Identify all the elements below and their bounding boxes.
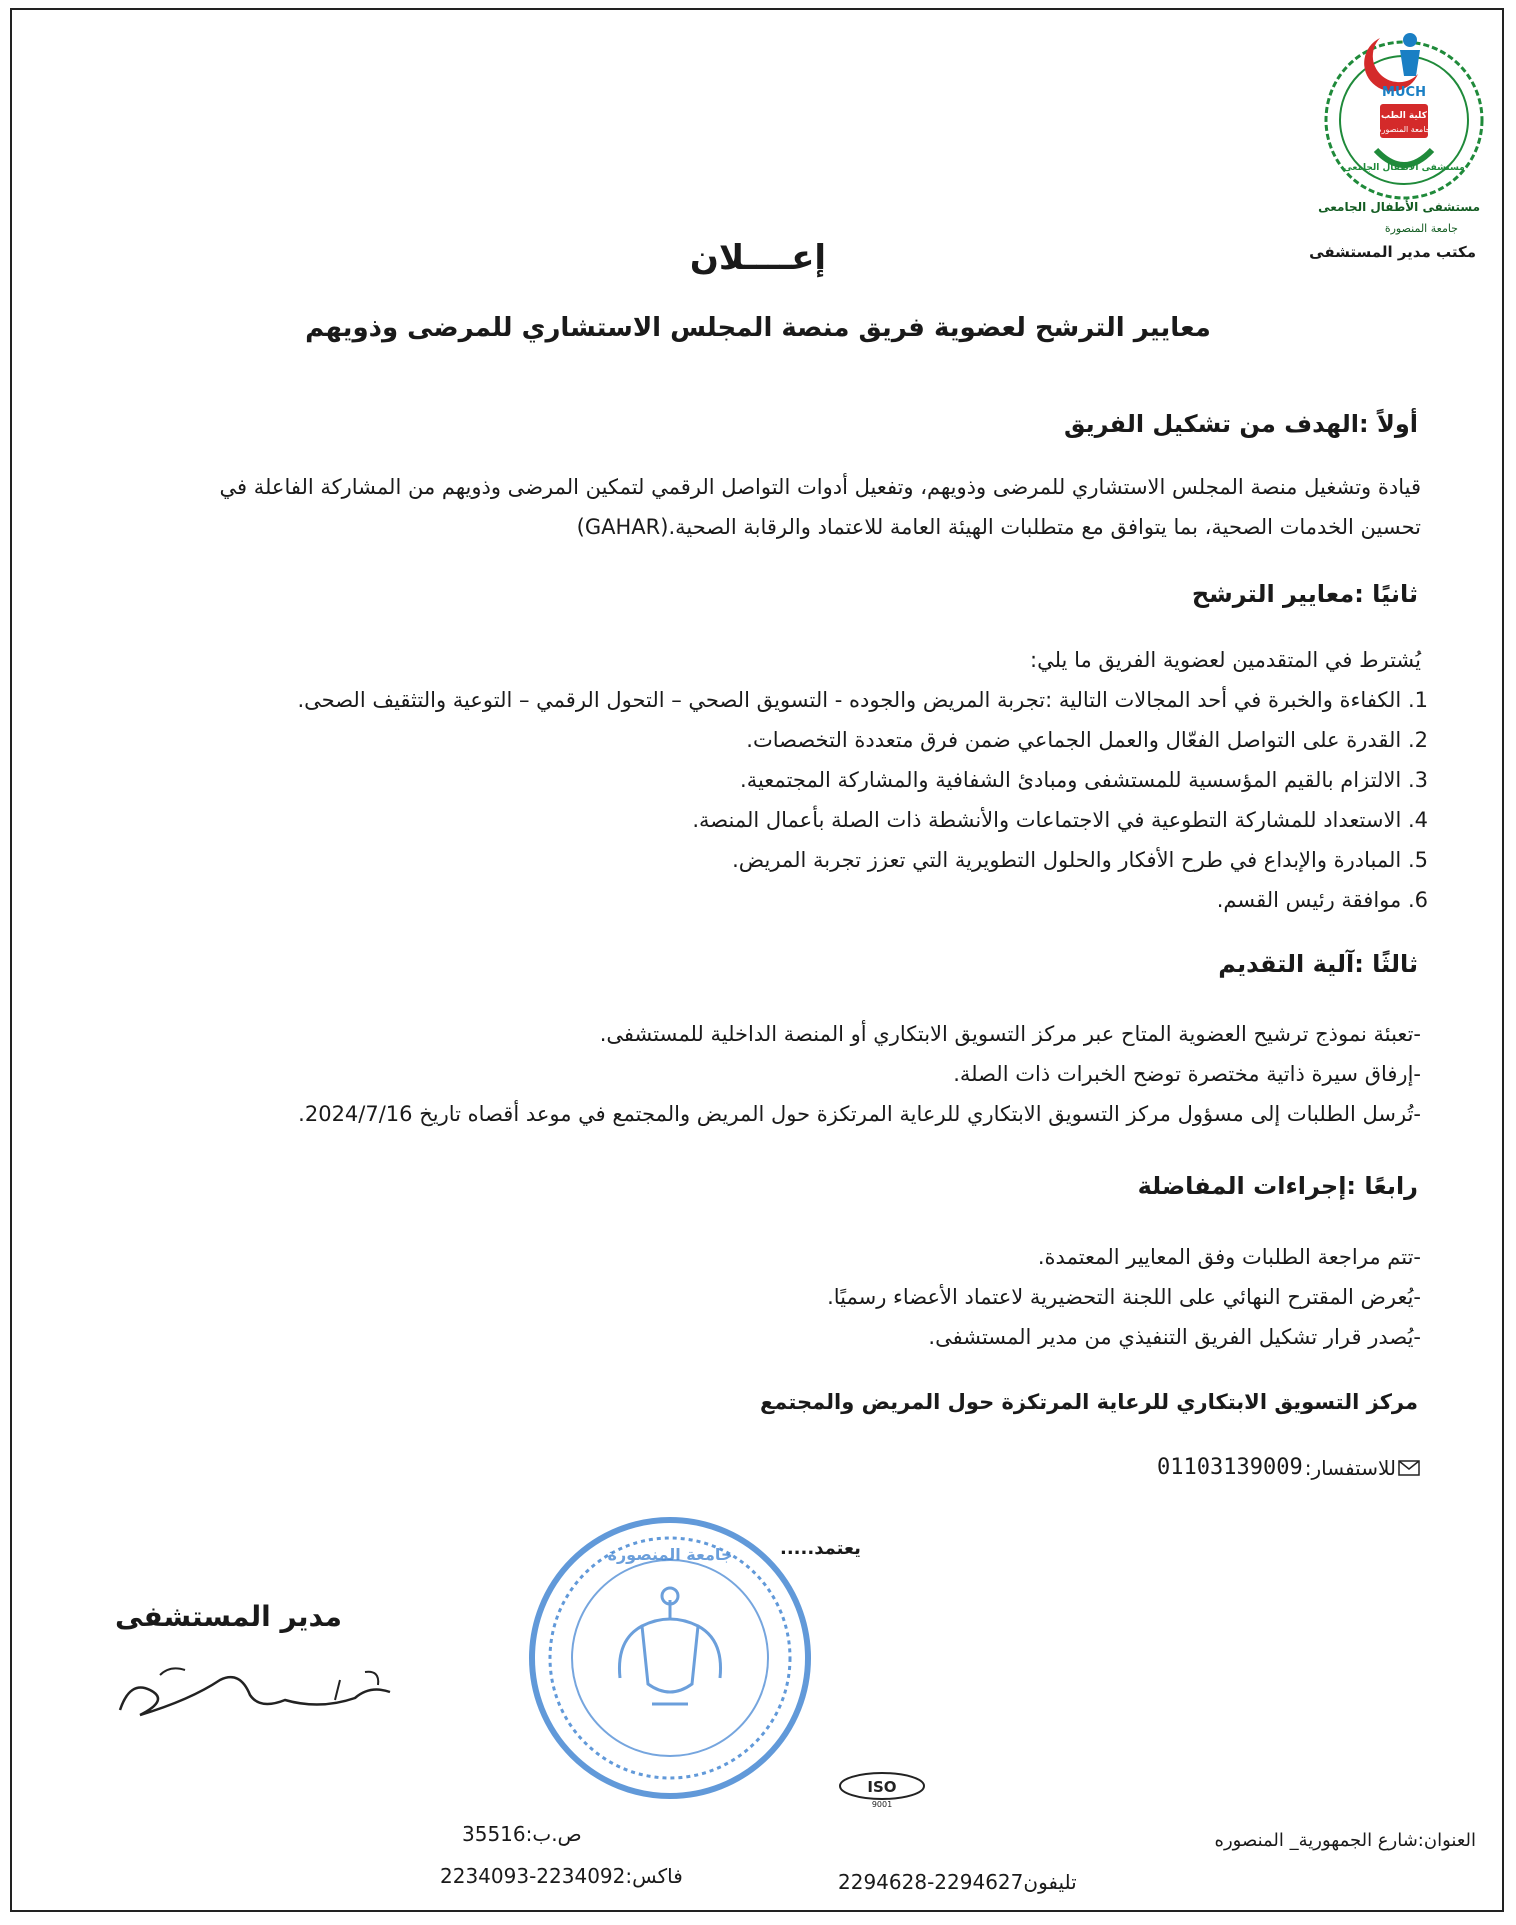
criteria-item-4: 4. الاستعداد للمشاركة التطوعية في الاجتماعات والأنشطة ذات الصلة بأعمال المنصة. bbox=[692, 808, 1428, 832]
iso-number: 9001 bbox=[871, 1800, 893, 1808]
logo-badge-line1: كلية الطب bbox=[1381, 111, 1427, 121]
logo-name-line2: جامعة المنصورة bbox=[1384, 222, 1458, 235]
hospital-logo bbox=[1318, 20, 1490, 220]
center-name: مركز التسويق الابتكاري للرعاية المرتكزة حول المريض والمجتمع bbox=[759, 1390, 1418, 1414]
selection-item-3: -يُصدر قرار تشكيل الفريق التنفيذي من مدير المستشفى. bbox=[928, 1325, 1421, 1349]
office-label: مكتب مدير المستشفى bbox=[1309, 243, 1476, 261]
footer-fax: فاكس:2234092-2234093 bbox=[440, 1864, 683, 1888]
envelope-icon bbox=[1398, 1460, 1420, 1476]
inquiry-phone: 01103139009 bbox=[1157, 1455, 1303, 1480]
criteria-item-5: 5. المبادرة والإبداع في طرح الأفكار والحلول التطويرية التي تعزز تجربة المريض. bbox=[732, 848, 1428, 872]
footer-po-box: ص.ب:35516 bbox=[462, 1822, 582, 1846]
section2-intro: يُشترط في المتقدمين لعضوية الفريق ما يلي: bbox=[1030, 648, 1421, 672]
director-signature bbox=[110, 1640, 410, 1730]
section2-heading: ثانيًا :معايير الترشح bbox=[1191, 580, 1418, 608]
seal-text: جامعة المنصورة bbox=[607, 1545, 733, 1564]
logo-ring-text: مستشفى الأطفال الجامعى bbox=[1343, 163, 1465, 173]
section1-line2: تحسين الخدمات الصحية، بما يتوافق مع متطلبات الهيئة العامة للاعتماد والرقابة الصحية.(GAHAR) bbox=[576, 515, 1421, 539]
criteria-item-1: 1. الكفاءة والخبرة في أحد المجالات التالية :تجربة المريض والجوده - التسويق الصحي – التحول الرقمي – التوعية والتثقيف الصحى. bbox=[297, 688, 1428, 712]
iso-label: ISO bbox=[867, 1778, 897, 1796]
application-item-1: -تعبئة نموذج ترشيح العضوية المتاح عبر مركز التسويق الابتكاري أو المنصة الداخلية للمستشفى. bbox=[599, 1022, 1421, 1046]
logo-acronym: MUCH bbox=[1382, 85, 1426, 100]
logo-badge-line2: جامعة المنصورة bbox=[1377, 125, 1431, 134]
official-seal bbox=[520, 1508, 820, 1808]
criteria-item-6: 6. موافقة رئيس القسم. bbox=[1216, 888, 1428, 912]
section1-line1: قيادة وتشغيل منصة المجلس الاستشاري للمرضى وذويهم، وتفعيل أدوات التواصل الرقمي لتمكين المرضى وذويهم من المشاركة الفاعلة في bbox=[219, 475, 1421, 499]
application-item-3: -تُرسل الطلبات إلى مسؤول مركز التسويق الابتكاري للرعاية المرتكزة حول المريض والمجتمع في موعد أقصاه تاريخ 2024/7/16. bbox=[298, 1102, 1421, 1126]
page-subtitle: معايير الترشح لعضوية فريق منصة المجلس الاستشاري للمرضى وذويهم bbox=[305, 313, 1211, 343]
approval-label: يعتمد..... bbox=[780, 1538, 861, 1559]
inquiry-label: للاستفسار: bbox=[1304, 1455, 1396, 1480]
criteria-item-3: 3. الالتزام بالقيم المؤسسية للمستشفى ومبادئ الشفافية والمشاركة المجتمعية. bbox=[740, 768, 1428, 792]
section1-heading: أولاً :الهدف من تشكيل الفريق bbox=[1063, 410, 1418, 438]
page-title: إعــــلان bbox=[689, 238, 827, 278]
logo-name-line1: مستشفى الأطفال الجامعى bbox=[1318, 200, 1480, 214]
director-title: مدير المستشفى bbox=[115, 1600, 342, 1633]
selection-item-1: -تتم مراجعة الطلبات وفق المعايير المعتمدة. bbox=[1037, 1245, 1421, 1269]
selection-item-2: -يُعرض المقترح النهائي على اللجنة التحضيرية لاعتماد الأعضاء رسميًا. bbox=[827, 1285, 1421, 1309]
section3-heading: ثالثًا :آلية التقديم bbox=[1218, 950, 1418, 978]
criteria-item-2: 2. القدرة على التواصل الفعّال والعمل الجماعي ضمن فرق متعددة التخصصات. bbox=[746, 728, 1428, 752]
section4-heading: رابعًا :إجراءات المفاضلة bbox=[1137, 1172, 1418, 1200]
footer-address: العنوان:شارع الجمهورية_ المنصوره bbox=[1214, 1830, 1476, 1851]
iso-mark bbox=[836, 1770, 928, 1808]
inquiry-line bbox=[1157, 1455, 1420, 1480]
footer-phone: تليفون2294627-2294628 bbox=[838, 1870, 1077, 1894]
application-item-2: -إرفاق سيرة ذاتية مختصرة توضح الخبرات ذات الصلة. bbox=[953, 1062, 1421, 1086]
